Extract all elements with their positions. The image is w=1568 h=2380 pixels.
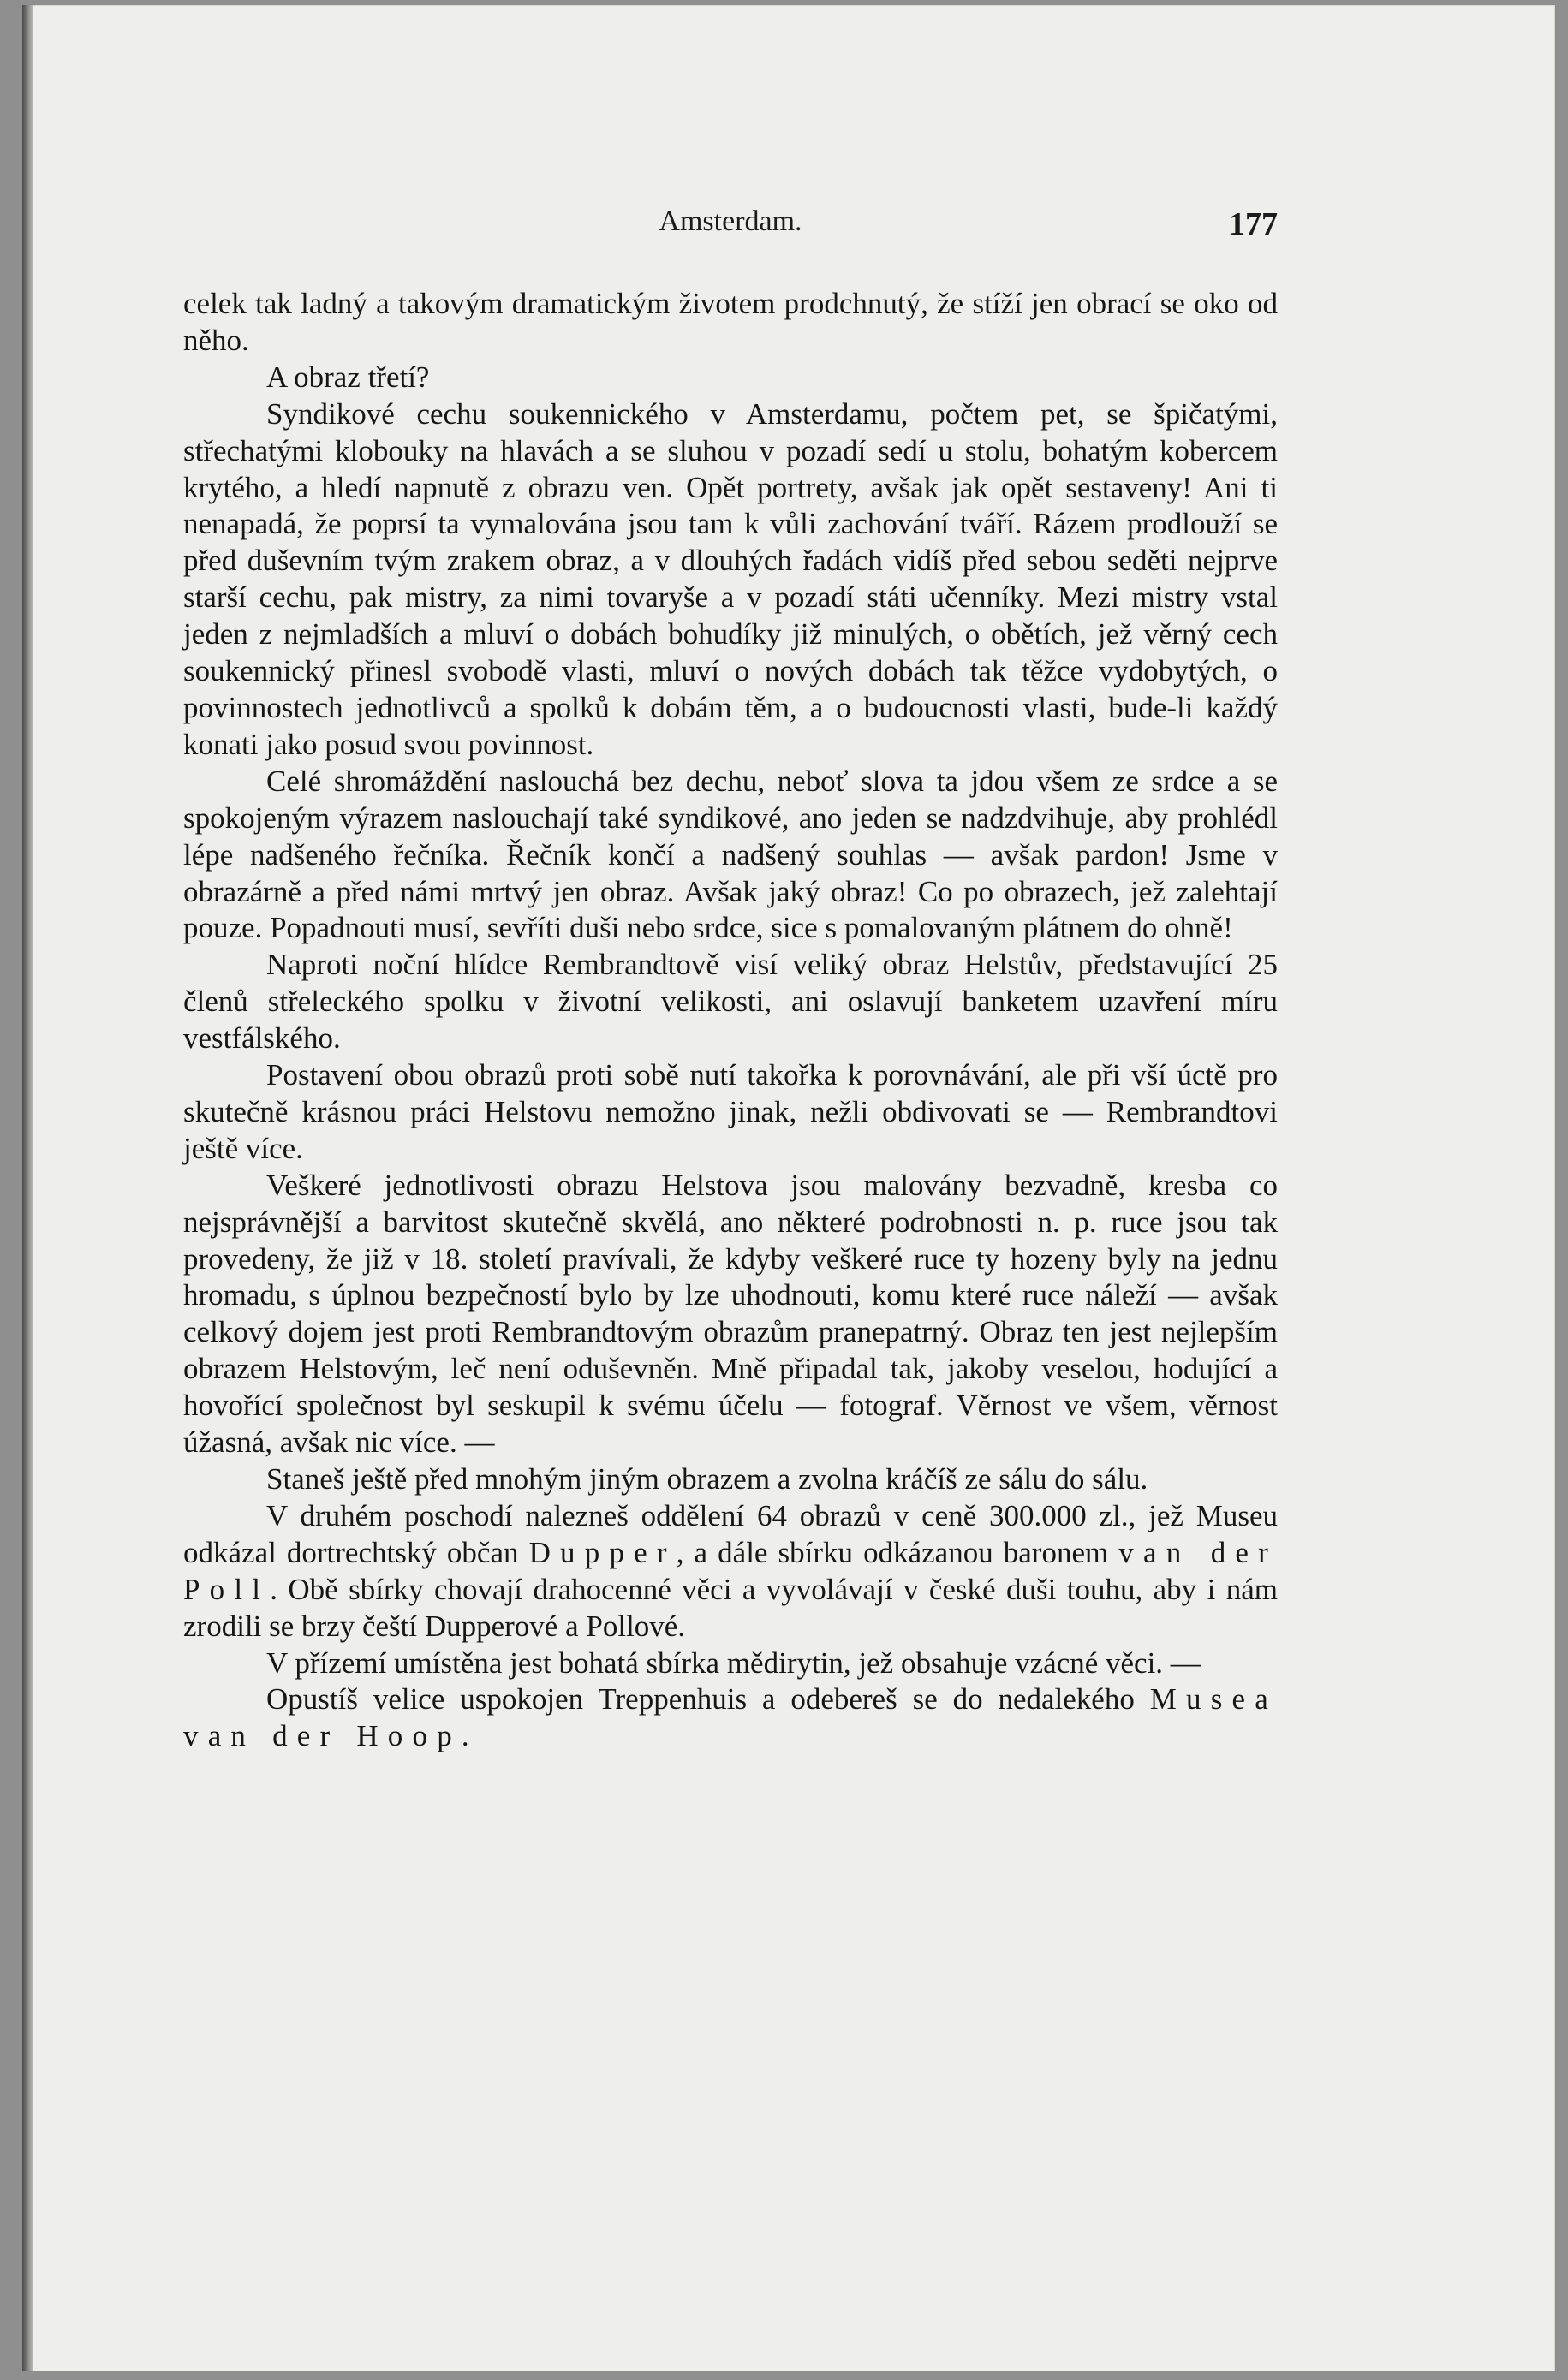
text-run: . Obě sbírky chovají drahocenné věci a vyvolávají v české duši touhu, aby i nám zrodili se brzy čeští Dupperové a Pollové. — [183, 1572, 1278, 1643]
paragraph: Staneš ještě před mnohým jiným obrazem a zvolna kráčíš ze sálu do sálu. — [266, 1462, 1148, 1496]
paragraph: Postavení obou obrazů proti sobě nutí takořka k porovnávání, ale při vší úctě pro skutečně krásnou práci Helstovu nemožno jinak, nežli obdivovati se — Rembrandtovi ještě více. — [183, 1058, 1278, 1165]
page-number: 177 — [1229, 206, 1278, 242]
text-run: V druhém poschodí nalezneš oddělení 64 obrazů v ceně 300.000 zl., jež Museu odkázal dortrechtský občan — [183, 1498, 1278, 1569]
paragraph: V přízemí umístěna jest bohatá sbírka mědirytin, jež obsahuje vzácné věci. — — [266, 1645, 1201, 1680]
running-title: Amsterdam. — [659, 205, 802, 237]
paragraph: celek tak ladný a takovým dramatickým životem prodchnutý, že stíží jen obrací se oko od něho. — [183, 287, 1278, 357]
paragraph — [183, 1681, 1278, 1755]
paragraph: Veškeré jednotlivosti obrazu Helstova jsou malovány bezvadně, kresba co nejsprávnější a barvitost skutečně skvělá, ano některé podrobnosti n. p. ruce jsou tak provedeny, že již v 18. století pravívali, že kdyby veškeré ruce ty hozeny byly na jednu hromadu, s úplnou bezpečností bylo by lze uhodnouti, komu které ruce náleží — avšak celkový dojem jest proti Rembrandtovým obrazům pranepatrný. Obraz ten jest nejlepším obrazem Helstovým, leč není oduševněn. Mně připadal tak, jakoby veselou, hodující a hovořící společnost byl seskupil k svému účelu — fotograf. Věrnost ve všem, věrnost úžasná, avšak nic více. — — [183, 1168, 1278, 1460]
paragraph — [183, 1498, 1278, 1645]
text-run: . — [461, 1719, 469, 1753]
paragraph: Celé shromáždění naslouchá bez dechu, neboť slova ta jdou všem ze srdce a se spokojeným výrazem naslouchají také syndikové, ano jeden se nadzdvihuje, aby prohlédl lépe nadšeného řečníka. Řečník končí a nadšený souhlas — avšak pardon! Jsme v obrazárně a před námi mrtvý jen obraz. Avšak jaký obraz! Co po obrazech, jež zalehtají pouze. Popadnouti musí, sevříti duši nebo srdce, sice s pomalovaným plátnem do ohně! — [183, 764, 1278, 945]
text-run: Opustíš velice uspokojen Treppenhuis a odebereš se do nedalekého — [266, 1682, 1150, 1717]
paragraph: Naproti noční hlídce Rembrandtově visí veliký obraz Helstův, představující 25 členů střeleckého spolku v životní velikosti, ani oslavují banketem uzavření míru vestfálského. — [183, 948, 1278, 1056]
text-run: , a dále sbírku odkázanou baronem — [676, 1535, 1119, 1569]
spaced-name-museum: Musea van der Hoop — [183, 1682, 1278, 1753]
spaced-name-dupper: Dupper — [528, 1535, 677, 1569]
paragraph: A obraz třetí? — [266, 360, 430, 394]
page-spine-edge — [22, 5, 33, 2371]
spaced-name-van-der-poll: van der Poll — [183, 1535, 1278, 1606]
paragraph: Syndikové cechu soukennického v Amsterdamu, počtem pet, se špičatými, střechatými klobouky na hlavách a se sluhou v pozadí sedí u stolu, bohatým kobercem krytého, a hledí napnutě z obrazu ven. Opět portrety, avšak jak opět sestaveny! Ani ti nenapadá, že poprsí ta vymalována jsou tam k vůli zachování tváří. Rázem prodlouží se před duševním tvým zrakem obraz, a v dlouhých řadách vidíš před sebou seděti nejprve starší cechu, pak mistry, za nimi tovaryše a v pozadí státi učenníky. Mezi mistry vstal jeden z nejmladších a mluví o dobách bohudíky již minulých, o obětích, jež věrný cech soukennický přinesl svobodě vlasti, mluví o nových dobách tak těžce vydobytých, o povinnostech jednotlivců a spolků k dobám těm, a o budoucnosti vlasti, bude-li každý konati jako posud svou povinnost. — [183, 396, 1278, 761]
running-head — [183, 205, 1278, 248]
body-text — [183, 286, 1278, 1755]
